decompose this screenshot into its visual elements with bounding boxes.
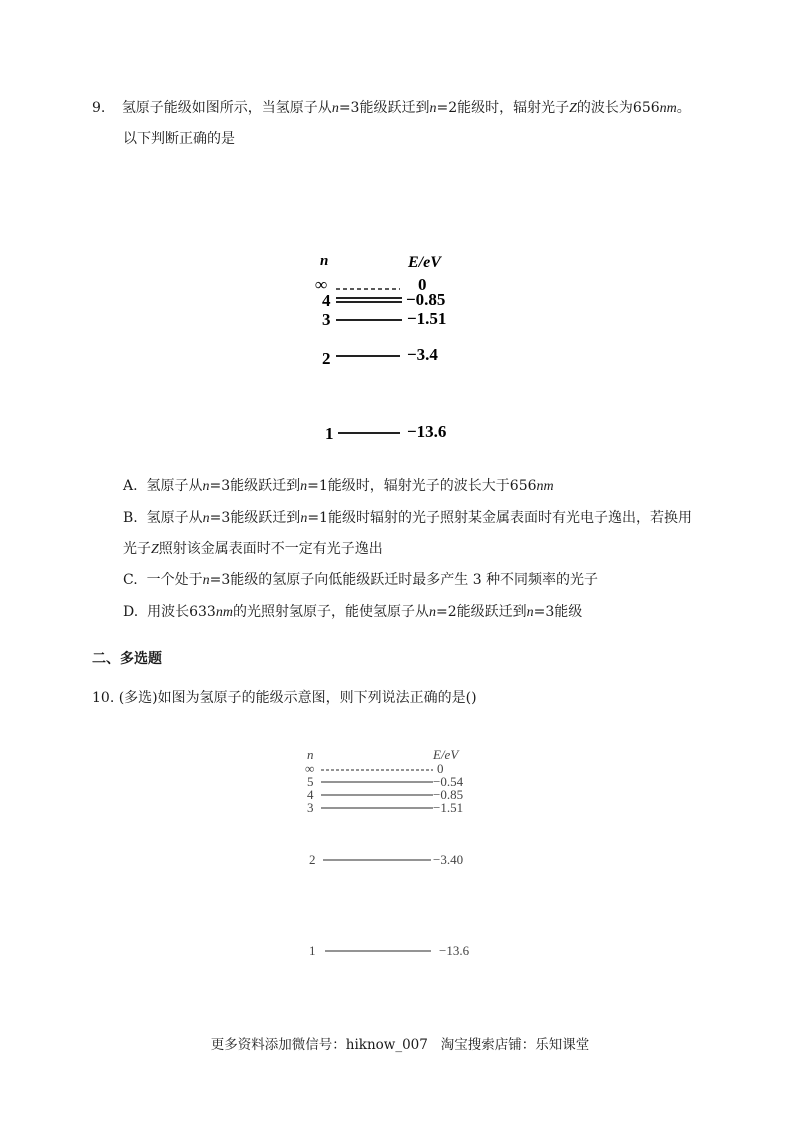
level-label: 1 bbox=[309, 943, 316, 958]
energy-value: −0.85 bbox=[406, 290, 446, 309]
energy-value: −0.85 bbox=[433, 787, 464, 802]
energy-value: −0.54 bbox=[433, 774, 464, 789]
footer-note: 更多资料添加微信号：hiknow_007 淘宝搜索店铺：乐知课堂 bbox=[210, 1037, 590, 1053]
question-number: 9. bbox=[92, 100, 106, 116]
n-axis-label: n bbox=[307, 747, 314, 762]
level-label: 3 bbox=[307, 800, 314, 815]
energy-value: −13.6 bbox=[407, 422, 447, 441]
energy-level-diagram-1 bbox=[300, 245, 500, 455]
energy-value: −3.4 bbox=[407, 345, 438, 364]
level-label: ∞ bbox=[305, 761, 315, 776]
level-label: 2 bbox=[309, 852, 316, 867]
level-label: 1 bbox=[325, 424, 334, 443]
level-label: 4 bbox=[322, 291, 331, 310]
option-d: D. 用波长633nm的光照射氢原子，能使氢原子从n=2能级跃迁到n=3能级 bbox=[123, 604, 583, 620]
question-10: 10. (多选)如图为氢原子的能级示意图，则下列说法正确的是() bbox=[92, 690, 477, 706]
energy-value: −1.51 bbox=[407, 309, 447, 328]
n-axis-label: n bbox=[320, 253, 329, 269]
option-b-line-2: 光子Z照射该金属表面时不一定有光子逸出 bbox=[123, 541, 383, 557]
level-label: 5 bbox=[307, 774, 314, 789]
energy-axis-label: E/eV bbox=[433, 747, 459, 762]
section-title: 二、多选题 bbox=[92, 651, 162, 667]
option-a: A. 氢原子从n=3能级跃迁到n=1能级时，辐射光子的波长大于656nm bbox=[123, 478, 554, 494]
question-9-line-2: 以下判断正确的是 bbox=[123, 131, 235, 147]
question-number: 10. bbox=[92, 690, 115, 706]
energy-value: −1.51 bbox=[433, 800, 464, 815]
question-9-line-1: 9. 氢原子能级如图所示，当氢原子从n=3能级跃迁到n=2能级时，辐射光子Z的波长为656nm。 bbox=[92, 100, 691, 116]
energy-value: −3.40 bbox=[433, 852, 464, 867]
energy-axis-label: E/eV bbox=[408, 254, 441, 271]
energy-value: 0 bbox=[437, 761, 444, 776]
level-label: 3 bbox=[322, 310, 331, 329]
option-c: C. 一个处于n=3能级的氢原子向低能级跃迁时最多产生 3 种不同频率的光子 bbox=[123, 572, 599, 588]
energy-value: 0 bbox=[418, 275, 427, 294]
level-label: ∞ bbox=[315, 275, 328, 294]
energy-level-diagram-2 bbox=[295, 745, 495, 970]
energy-value: −13.6 bbox=[439, 943, 470, 958]
level-label: 2 bbox=[322, 349, 331, 368]
level-label: 4 bbox=[307, 787, 314, 802]
option-b-line-1: B. 氢原子从n=3能级跃迁到n=1能级时辐射的光子照射某金属表面时有光电子逸出，若换用 bbox=[123, 510, 692, 526]
